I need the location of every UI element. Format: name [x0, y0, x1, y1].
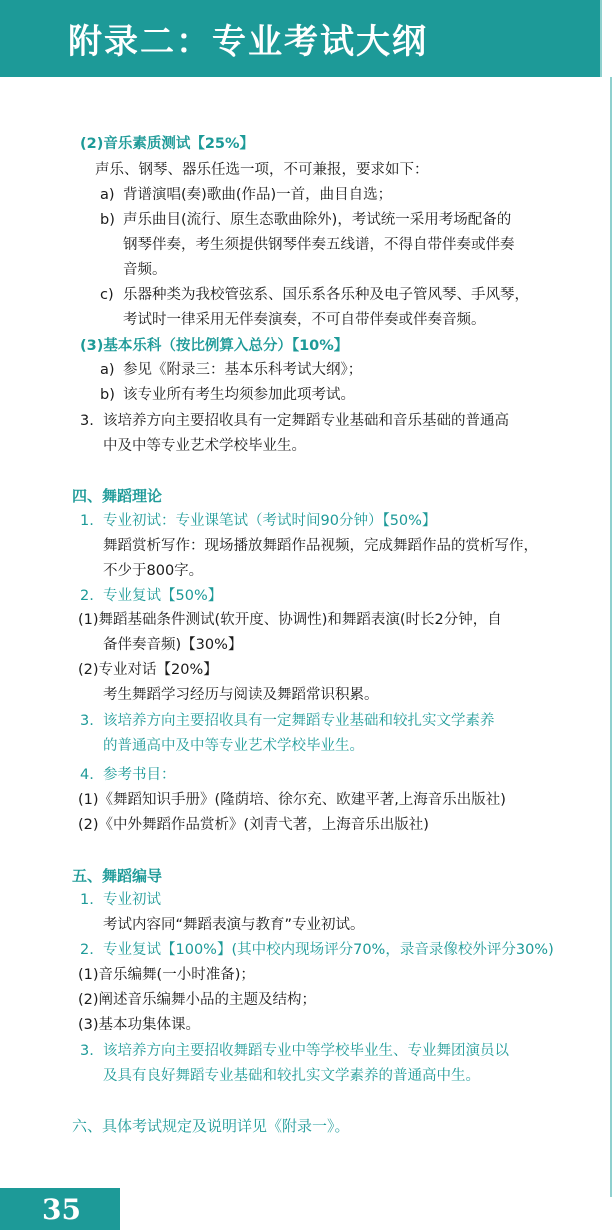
paragraph-line: 考生舞蹈学习经历与阅读及舞蹈常识积累。 — [103, 687, 379, 703]
list-item: 背谱演唱(奏)歌曲(作品)一首，曲目自选； — [123, 187, 393, 203]
page-title: 附录二：专业考试大纲 — [68, 22, 428, 62]
paragraph-line: 声乐、钢琴、器乐任选一项，不可兼报，要求如下： — [95, 162, 429, 178]
list-item-cont: 考试时一律采用无伴奏演奏，不可自带伴奏或伴奏音频。 — [123, 312, 486, 328]
paragraph-line: (1)舞蹈基础条件测试(软开度、协调性)和舞蹈表演(时长2分钟，自 — [78, 612, 502, 628]
list-item: 该专业所有考生均须参加此项考试。 — [123, 387, 355, 403]
list-item-cont: 音频。 — [123, 262, 167, 278]
page-number: 35 — [42, 1193, 81, 1226]
list-item: 专业复试【50%】 — [103, 588, 223, 604]
subsection-heading: (2)音乐素质测试【25%】 — [80, 136, 255, 152]
section-heading: 六、具体考试规定及说明详见《附录一》。 — [72, 1117, 350, 1135]
list-marker: a) — [100, 362, 115, 378]
list-item-cont: 中及中等专业艺术学校毕业生。 — [103, 438, 306, 454]
list-item-cont: 的普通高中及中等专业艺术学校毕业生。 — [103, 738, 364, 754]
list-item: 参见《附录三：基本乐科考试大纲》； — [123, 362, 363, 378]
subsection-heading: (3)基本乐科（按比例算入总分）【10%】 — [80, 338, 349, 354]
section-heading: 四、舞蹈理论 — [72, 487, 163, 505]
paragraph-line: 备伴奏音频)【30%】 — [103, 637, 243, 653]
paragraph-line: (2)阐述音乐编舞小品的主题及结构； — [78, 992, 317, 1008]
list-item: 该培养方向主要招收舞蹈专业中等学校毕业生、专业舞团演员以 — [103, 1043, 509, 1059]
list-marker: 3. — [80, 1043, 94, 1059]
list-marker: 3. — [80, 713, 94, 729]
list-marker: 3. — [80, 413, 94, 429]
list-marker: 2. — [80, 942, 94, 958]
paragraph-line: 不少于800字。 — [103, 563, 204, 579]
paragraph-line: (2)专业对话【20%】 — [78, 662, 218, 678]
list-item: 专业初试：专业课笔试（考试时间90分钟）【50%】 — [103, 513, 437, 529]
list-item: 专业初试 — [103, 892, 161, 908]
paragraph-line: 考试内容同“舞蹈表演与教育”专业初试。 — [103, 917, 365, 933]
right-border-line — [610, 77, 612, 1197]
header-stripe — [600, 0, 613, 77]
section-heading: 五、舞蹈编导 — [72, 867, 163, 885]
list-item: 该培养方向主要招收具有一定舞蹈专业基础和较扎实文学素养 — [103, 713, 495, 729]
reference-item: (2)《中外舞蹈作品赏析》(刘青弋著，上海音乐出版社) — [78, 817, 429, 833]
list-item: 专业复试【100%】(其中校内现场评分70%，录音录像校外评分30%) — [103, 942, 554, 958]
list-marker: c) — [100, 287, 114, 303]
reference-item: (1)《舞蹈知识手册》(隆荫培、徐尔充、欧建平著,上海音乐出版社) — [78, 792, 506, 808]
list-item: 该培养方向主要招收具有一定舞蹈专业基础和音乐基础的普通高 — [103, 413, 509, 429]
list-marker: b) — [100, 387, 115, 403]
list-item: 参考书目： — [103, 767, 176, 783]
list-marker: 1. — [80, 892, 94, 908]
list-marker: 1. — [80, 513, 94, 529]
list-item: 声乐曲目(流行、原生态歌曲除外)，考试统一采用考场配备的 — [123, 212, 512, 228]
list-marker: 4. — [80, 767, 94, 783]
list-marker: a) — [100, 187, 115, 203]
list-item-cont: 钢琴伴奏，考生须提供钢琴伴奏五线谱，不得自带伴奏或伴奏 — [123, 237, 515, 253]
list-marker: b) — [100, 212, 115, 228]
paragraph-line: 舞蹈赏析写作：现场播放舞蹈作品视频，完成舞蹈作品的赏析写作， — [103, 538, 538, 554]
list-item: 乐器种类为我校管弦系、国乐系各乐种及电子管风琴、手风琴， — [123, 287, 529, 303]
paragraph-line: (1)音乐编舞(一小时准备)； — [78, 967, 255, 983]
paragraph-line: (3)基本功集体课。 — [78, 1017, 201, 1033]
list-item-cont: 及具有良好舞蹈专业基础和较扎实文学素养的普通高中生。 — [103, 1068, 480, 1084]
list-marker: 2. — [80, 588, 94, 604]
